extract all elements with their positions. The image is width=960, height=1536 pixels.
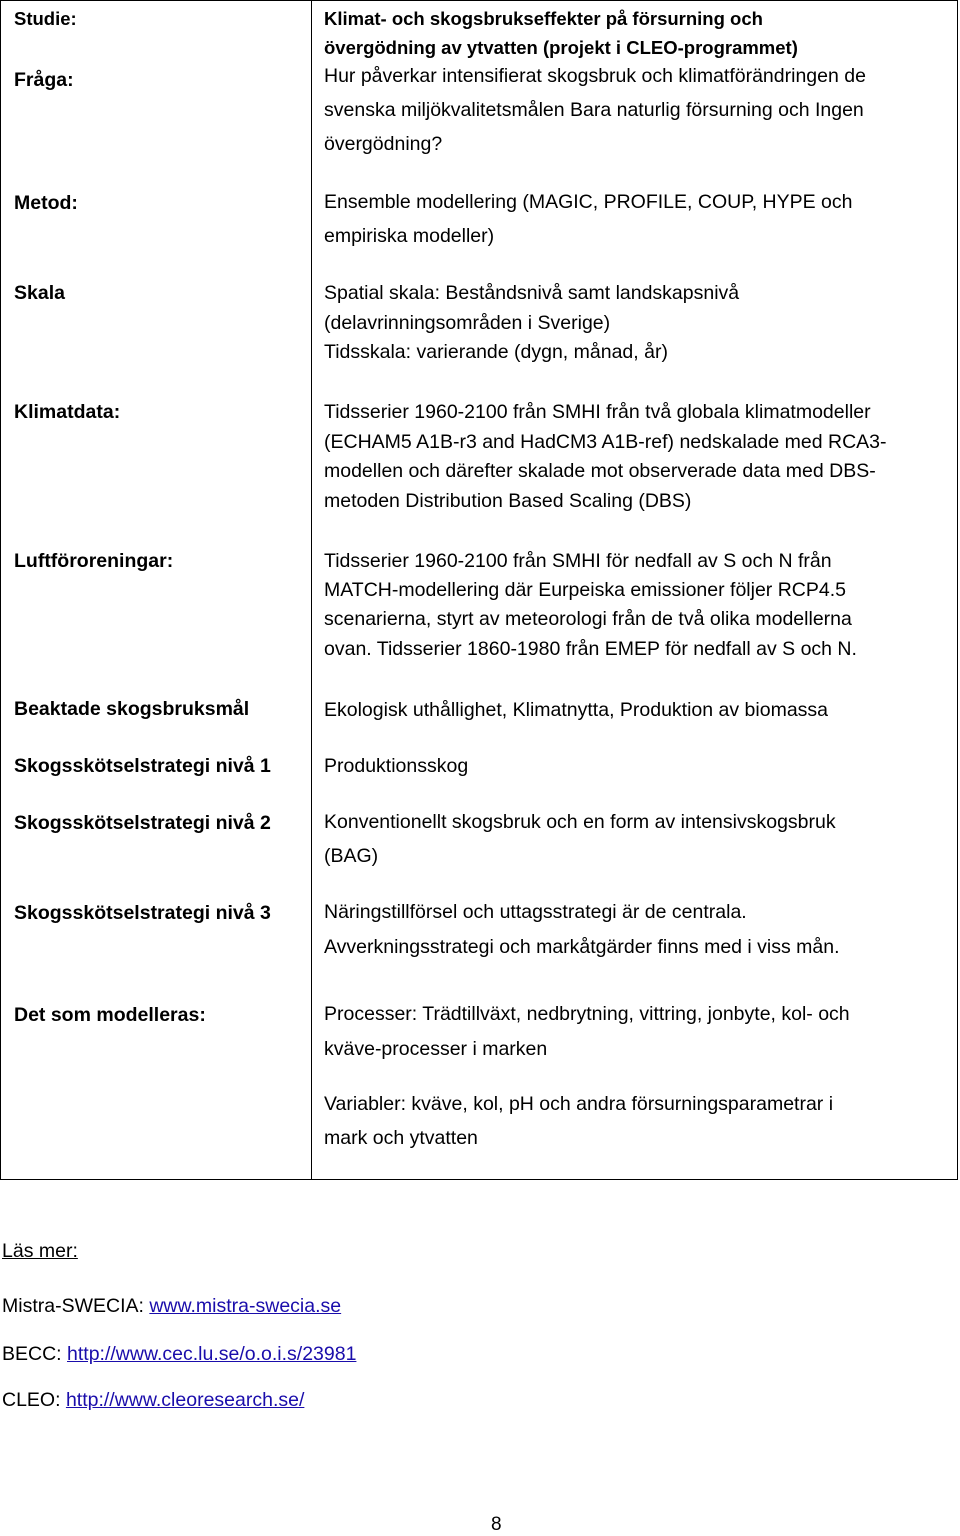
read-more-row-mistra bbox=[2, 1295, 341, 1318]
read-more-heading: Läs mer: bbox=[2, 1240, 78, 1262]
read-more-prefix-mistra: Mistra-SWECIA: bbox=[2, 1295, 150, 1317]
forestry-goals-value: Ekologisk uthållighet, Klimatnytta, Produktion av biomassa bbox=[324, 699, 829, 721]
scale-label: Skala bbox=[14, 282, 65, 304]
question-line1: Hur påverkar intensifierat skogsbruk och klimatförändringen de bbox=[324, 65, 866, 87]
method-line2: empiriska modeller) bbox=[324, 225, 495, 247]
climate-data-line3: modellen och därefter skalade mot observerade data med DBS- bbox=[324, 460, 876, 482]
becc-link[interactable]: http://www.cec.lu.se/o.o.i.s/23981 bbox=[67, 1343, 357, 1365]
climate-data-line1: Tidsserier 1960-2100 från SMHI från två globala klimatmodeller bbox=[324, 401, 871, 423]
air-pollution-line1: Tidsserier 1960-2100 från SMHI för nedfall av S och N från bbox=[324, 550, 832, 572]
climate-data-line2: (ECHAM5 A1B-r3 and HadCM3 A1B-ref) nedskalade med RCA3- bbox=[324, 431, 887, 453]
air-pollution-line2: MATCH-modellering där Eurpeiska emissioner följer RCP4.5 bbox=[324, 579, 846, 601]
method-line1: Ensemble modellering (MAGIC, PROFILE, COUP, HYPE och bbox=[324, 191, 853, 213]
air-pollution-label: Luftföroreningar: bbox=[14, 550, 174, 572]
study-label: Studie: bbox=[14, 8, 77, 29]
study-title-line1: Klimat- och skogsbrukseffekter på försurning och bbox=[324, 8, 763, 29]
strategy-1-value: Produktionsskog bbox=[324, 755, 469, 777]
cleo-link[interactable]: http://www.cleoresearch.se/ bbox=[65, 1389, 305, 1411]
page-number: 8 bbox=[491, 1514, 502, 1535]
modelled-line4: mark och ytvatten bbox=[324, 1127, 478, 1149]
read-more-row-becc bbox=[2, 1343, 356, 1366]
climate-data-label: Klimatdata: bbox=[14, 401, 121, 423]
question-label: Fråga: bbox=[14, 69, 74, 91]
question-line3: övergödning? bbox=[324, 133, 443, 155]
forestry-goals-label: Beaktade skogsbruksmål bbox=[14, 698, 250, 720]
modelled-label: Det som modelleras: bbox=[14, 1004, 206, 1026]
study-title-line2: övergödning av ytvatten (projekt i CLEO-programmet) bbox=[324, 37, 798, 58]
climate-data-line4: metoden Distribution Based Scaling (DBS) bbox=[324, 490, 692, 512]
mistra-swecia-link[interactable]: www.mistra-swecia.se bbox=[149, 1295, 342, 1317]
question-line2: svenska miljökvalitetsmålen Bara naturlig försurning och Ingen bbox=[324, 99, 864, 121]
strategy-1-label: Skogsskötselstrategi nivå 1 bbox=[14, 755, 271, 777]
scale-line1: Spatial skala: Beståndsnivå samt landskapsnivå bbox=[324, 282, 740, 304]
read-more-prefix-becc: BECC: bbox=[2, 1343, 68, 1365]
column-divider bbox=[311, 1, 312, 1179]
scale-line2: (delavrinningsområden i Sverige) bbox=[324, 312, 611, 334]
read-more-row-cleo bbox=[2, 1389, 304, 1412]
air-pollution-line4: ovan. Tidsserier 1860-1980 från EMEP för nedfall av S och N. bbox=[324, 638, 857, 660]
strategy-3-line1: Näringstillförsel och uttagsstrategi är de centrala. bbox=[324, 901, 747, 923]
strategy-2-label: Skogsskötselstrategi nivå 2 bbox=[14, 812, 271, 834]
read-more-prefix-cleo: CLEO: bbox=[2, 1389, 66, 1411]
modelled-line2: kväve-processer i marken bbox=[324, 1038, 548, 1060]
strategy-3-label: Skogsskötselstrategi nivå 3 bbox=[14, 902, 271, 924]
strategy-2-line2: (BAG) bbox=[324, 845, 379, 867]
air-pollution-line3: scenarierna, styrt av meteorologi från de två olika modellerna bbox=[324, 608, 852, 630]
strategy-3-line2: Avverkningsstrategi och markåtgärder finns med i viss mån. bbox=[324, 936, 840, 958]
scale-line3: Tidsskala: varierande (dygn, månad, år) bbox=[324, 341, 668, 363]
method-label: Metod: bbox=[14, 192, 78, 214]
strategy-2-line1: Konventionellt skogsbruk och en form av intensivskogsbruk bbox=[324, 811, 836, 833]
modelled-line3: Variabler: kväve, kol, pH och andra försurningsparametrar i bbox=[324, 1093, 834, 1115]
modelled-line1: Processer: Trädtillväxt, nedbrytning, vittring, jonbyte, kol- och bbox=[324, 1003, 850, 1025]
